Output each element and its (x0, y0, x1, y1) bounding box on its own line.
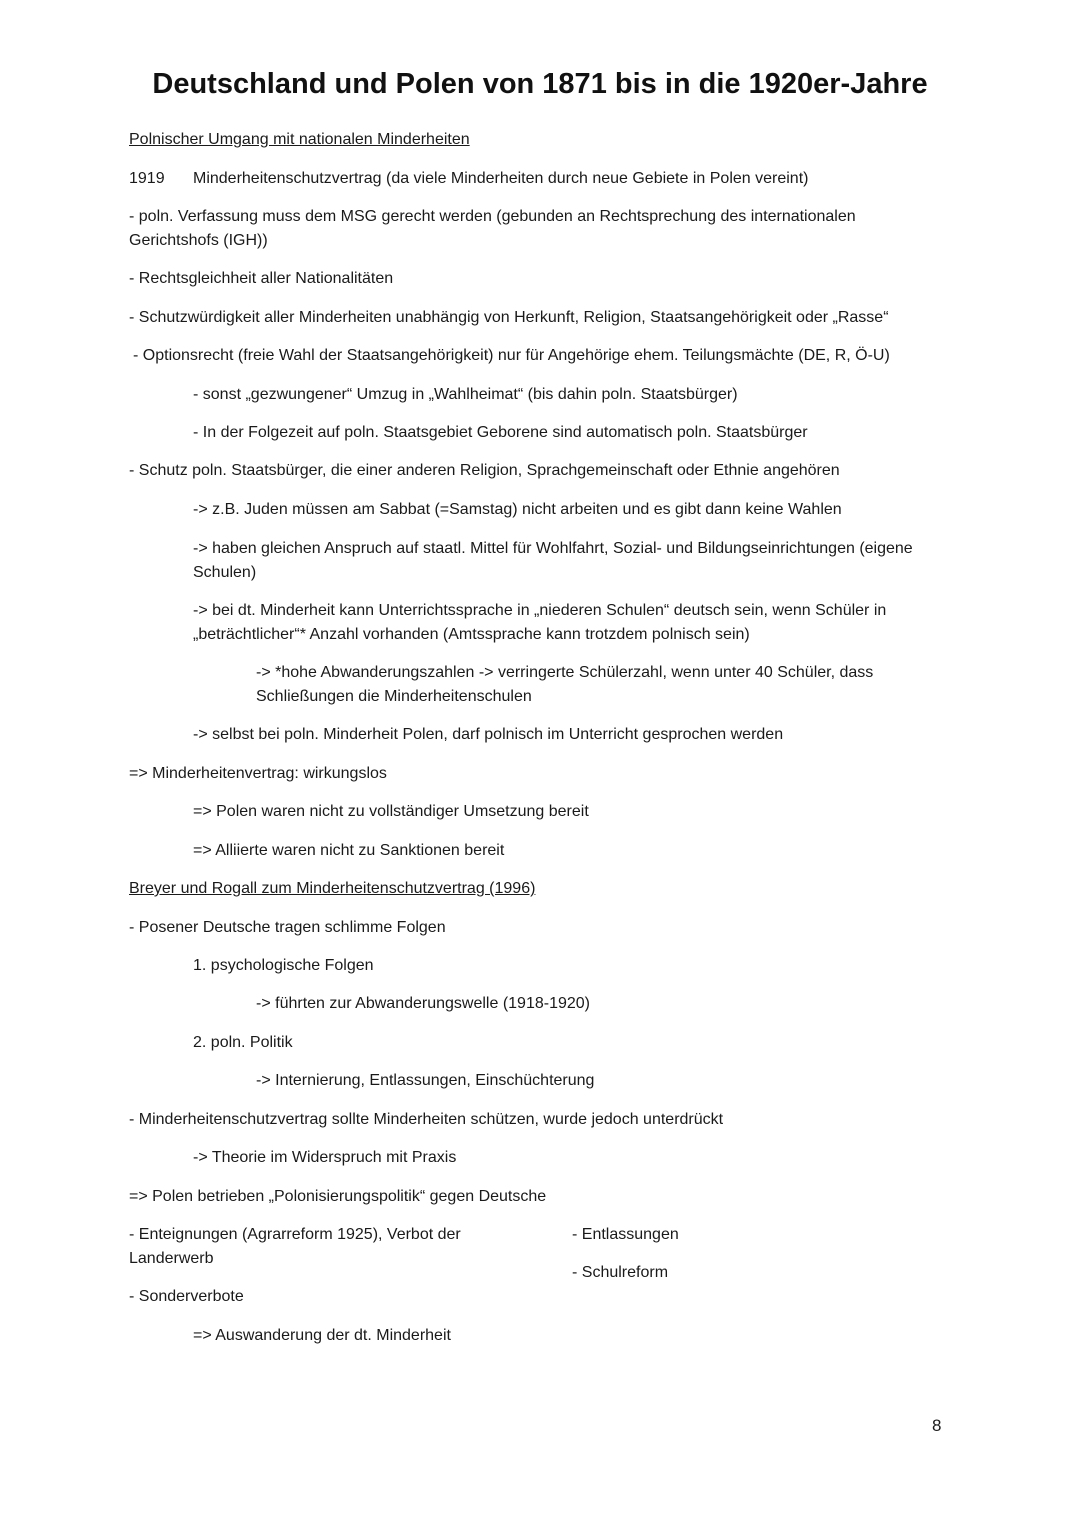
list-item: - Schulreform (572, 1264, 669, 1281)
list-item: -> bei dt. Minderheit kann Unterrichtssprache in „niederen Schulen“ deutsch sein, wenn Schüler in „beträchtlicher“* Anzahl vorhanden (Amtssprache kann trotzdem polnisch sein) (193, 602, 887, 643)
list-item: 1. psychologische Folgen (193, 957, 374, 974)
list-item: 2. poln. Politik (193, 1034, 293, 1051)
page-title: Deutschland und Polen von 1871 bis in die 1920er-Jahre (152, 68, 928, 100)
list-item: -> haben gleichen Anspruch auf staatl. Mittel für Wohlfahrt, Sozial- und Bildungseinrichtungen (eigene Schulen) (193, 540, 913, 581)
list-item: - Minderheitenschutzvertrag sollte Minderheiten schützen, wurde jedoch unterdrückt (129, 1111, 724, 1128)
list-item: - Rechtsgleichheit aller Nationalitäten (129, 270, 394, 287)
conclusion-line: => Alliierte waren nicht zu Sanktionen bereit (193, 842, 505, 859)
list-item: - Posener Deutsche tragen schlimme Folgen (129, 919, 446, 936)
list-item: -> *hohe Abwanderungszahlen -> verringerte Schülerzahl, wenn unter 40 Schüler, dass Schließungen die Minderheitenschulen (256, 664, 874, 705)
list-item: - Enteignungen (Agrarreform 1925), Verbot der Landerwerb (129, 1226, 461, 1267)
section-heading-minority-policy: Polnischer Umgang mit nationalen Minderheiten (129, 131, 470, 148)
year-entry (129, 167, 808, 191)
section-heading-breyer-rogall: Breyer und Rogall zum Minderheitenschutzvertrag (1996) (129, 880, 536, 897)
list-item: - Entlassungen (572, 1226, 679, 1243)
year-label: 1919 (129, 170, 165, 187)
list-item: -> führten zur Abwanderungswelle (1918-1920) (256, 995, 590, 1012)
list-item: -> Internierung, Entlassungen, Einschüchterung (256, 1072, 595, 1089)
list-item: - poln. Verfassung muss dem MSG gerecht werden (gebunden an Rechtsprechung des internationalen Gerichtshofs (IGH)) (129, 208, 856, 249)
list-item: - In der Folgezeit auf poln. Staatsgebiet Geborene sind automatisch poln. Staatsbürger (193, 424, 808, 441)
list-item: -> Theorie im Widerspruch mit Praxis (193, 1149, 457, 1166)
list-item: -> selbst bei poln. Minderheit Polen, darf polnisch im Unterricht gesprochen werden (193, 726, 784, 743)
year-entry-text: Minderheitenschutzvertrag (da viele Minderheiten durch neue Gebiete in Polen vereint) (193, 170, 809, 187)
page-number: 8 (932, 1416, 942, 1435)
list-item: -> z.B. Juden müssen am Sabbat (=Samstag) nicht arbeiten und es gibt dann keine Wahlen (193, 501, 842, 518)
list-item: - Schutz poln. Staatsbürger, die einer anderen Religion, Sprachgemeinschaft oder Ethnie angehören (129, 462, 840, 479)
conclusion-line: => Minderheitenvertrag: wirkungslos (129, 765, 387, 782)
list-item: - Schutzwürdigkeit aller Minderheiten unabhängig von Herkunft, Religion, Staatsangehörigkeit oder „Rasse“ (129, 309, 889, 326)
conclusion-line: => Polen betrieben „Polonisierungspolitik“ gegen Deutsche (129, 1188, 547, 1205)
conclusion-line: => Polen waren nicht zu vollständiger Umsetzung bereit (193, 803, 589, 820)
list-item: - sonst „gezwungener“ Umzug in „Wahlheimat“ (bis dahin poln. Staatsbürger) (193, 386, 738, 403)
list-item: - Sonderverbote (129, 1288, 244, 1305)
conclusion-line: => Auswanderung der dt. Minderheit (193, 1327, 451, 1344)
list-item: - Optionsrecht (freie Wahl der Staatsangehörigkeit) nur für Angehörige ehem. Teilungsmächte (DE, R, Ö-U) (133, 347, 890, 364)
